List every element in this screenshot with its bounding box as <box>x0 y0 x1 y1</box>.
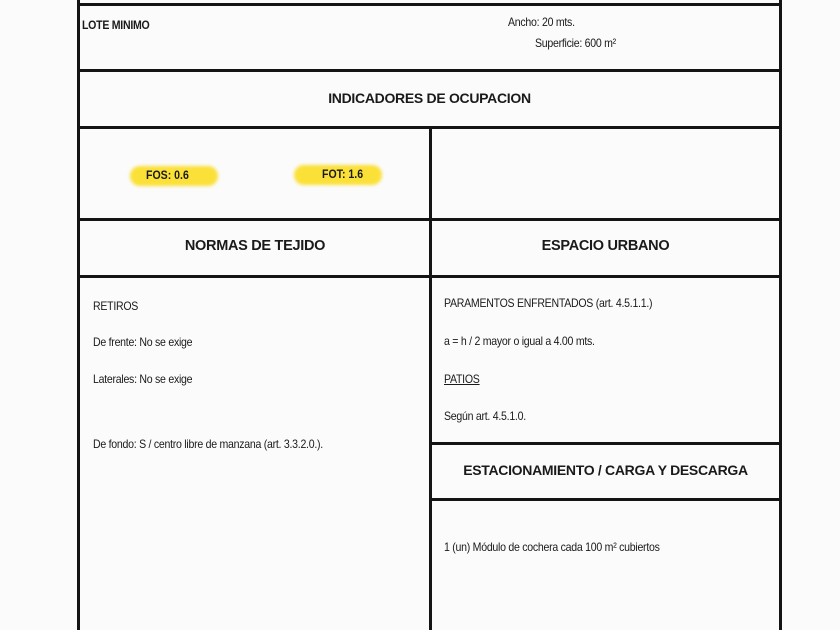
lote-ancho: Ancho: 20 mts. <box>508 15 575 29</box>
retiros-label: RETIROS <box>93 299 139 313</box>
estacionamiento-text: 1 (un) Módulo de cochera cada 100 m² cubiertos <box>444 540 660 554</box>
indicadores-title: INDICADORES DE OCUPACION <box>328 90 531 106</box>
divider-estac-top <box>430 442 782 445</box>
divider-lote <box>77 69 782 72</box>
espacio-urbano-title: ESPACIO URBANO <box>541 238 670 254</box>
estacionamiento-title: ESTACIONAMIENTO / CARGA Y DESCARGA <box>463 462 748 478</box>
retiro-laterales: Laterales: No se exige <box>93 372 193 386</box>
patios-label: PATIOS <box>444 372 480 386</box>
lote-minimo-label: LOTE MINIMO <box>82 18 150 32</box>
fos-value: FOS: 0.6 <box>146 168 189 182</box>
paramentos-formula: a = h / 2 mayor o igual a 4.00 mts. <box>444 334 595 348</box>
patios-segun: Según art. 4.5.1.0. <box>444 409 526 423</box>
divider-top <box>77 3 782 6</box>
divider-estac-bottom <box>430 498 782 501</box>
lote-superficie: Superficie: 600 m² <box>535 36 616 50</box>
retiro-fondo: De fondo: S / centro libre de manzana (art. 3.3.2.0.). <box>93 437 323 451</box>
normas-tejido-title: NORMAS DE TEJIDO <box>184 238 326 254</box>
divider-middle <box>429 126 432 630</box>
fot-value: FOT: 1.6 <box>322 167 364 181</box>
paramentos-label: PARAMENTOS ENFRENTADOS (art. 4.5.1.1.) <box>444 296 653 310</box>
retiro-frente: De frente: No se exige <box>93 335 193 349</box>
